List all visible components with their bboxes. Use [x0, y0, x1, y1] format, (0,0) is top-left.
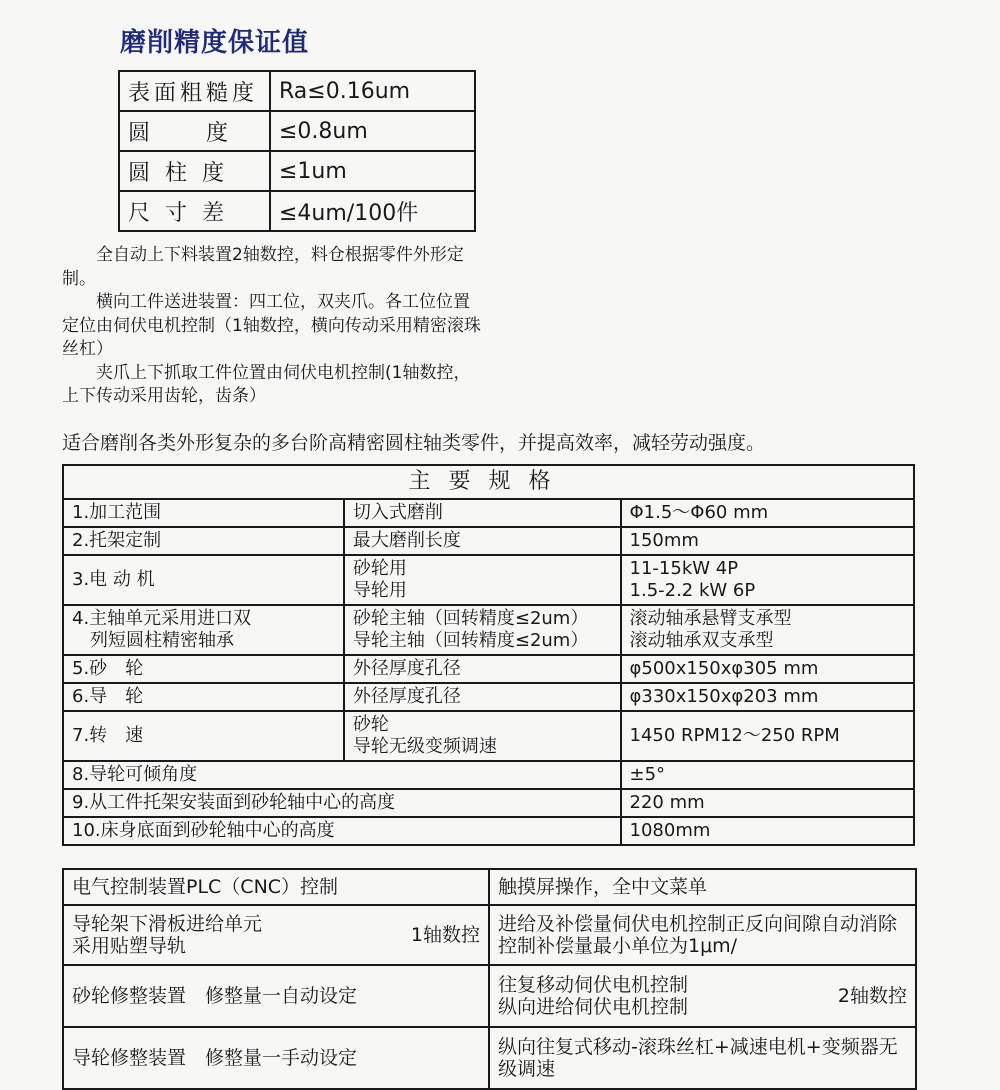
control-right: 触摸屏操作，全中文菜单: [489, 869, 916, 905]
table-row: [63, 683, 914, 711]
precision-value: ≤1um: [270, 151, 475, 191]
control-left-wrap: [72, 913, 480, 957]
control-left: 砂轮修整装置 修整量一自动设定: [63, 965, 489, 1027]
control-axis-tag: 2轴数控: [837, 985, 907, 1007]
paragraph-line: 夹爪上下抓取工件位置由伺伏电机控制(1轴数控，上下传动采用齿轮，齿条）: [62, 362, 471, 406]
spec-param-line: 砂轮用: [352, 558, 407, 579]
spec-value: ±5°: [621, 761, 914, 789]
spec-value: [621, 555, 914, 605]
spec-param: [344, 605, 621, 655]
spec-value-line: 1.5-2.2 kW 6P: [629, 580, 756, 601]
table-row: [63, 605, 914, 655]
spec-param: [344, 711, 621, 761]
table-row: [119, 151, 475, 191]
spec-param: 外径厚度孔径: [344, 655, 621, 683]
spec-item-line: 列短圆柱精密轴承: [72, 630, 234, 651]
spec-table: [62, 464, 915, 846]
spec-title-row: [63, 465, 914, 499]
spec-item: 7.转 速: [63, 711, 344, 761]
control-table: [62, 868, 917, 1090]
table-row: [119, 111, 475, 151]
control-line: 纵向进给伺伏电机控制: [498, 996, 689, 1018]
spec-param: 外径厚度孔径: [344, 683, 621, 711]
precision-table: [118, 70, 476, 232]
table-row: [63, 1027, 916, 1089]
feature-description: [62, 244, 482, 409]
spec-value: φ500x150xφ305 mm: [621, 655, 914, 683]
control-line: 采用贴塑导轨: [72, 935, 187, 957]
spec-param: 最大磨削长度: [344, 527, 621, 555]
table-row: [63, 869, 916, 905]
precision-value: ≤0.8um: [270, 111, 475, 151]
precision-label: 尺 寸 差: [119, 191, 270, 231]
spec-value: 150mm: [621, 527, 914, 555]
spec-param-line: 导轮无级变频调速: [352, 736, 497, 757]
spec-item: 2.托架定制: [63, 527, 344, 555]
spec-value: 1450 RPM12～250 RPM: [621, 711, 914, 761]
spec-param: 切入式磨削: [344, 499, 621, 527]
control-right-text: [498, 974, 688, 1018]
spec-item: 1.加工范围: [63, 499, 344, 527]
spec-item: 9.从工件托架安装面到砂轮轴中心的高度: [63, 789, 621, 817]
table-row: [63, 761, 914, 789]
spec-value: 220 mm: [621, 789, 914, 817]
spec-param-line: 导轮用: [352, 580, 407, 601]
precision-value: ≤4um/100件: [270, 191, 475, 231]
control-left: 导轮修整装置 修整量一手动设定: [63, 1027, 489, 1089]
control-left-text: [72, 913, 262, 957]
table-row: [63, 789, 914, 817]
table-row: [63, 527, 914, 555]
spec-value: 1080mm: [621, 817, 914, 845]
spec-value-line: 滚动轴承双支承型: [629, 630, 774, 651]
spec-param: [344, 555, 621, 605]
table-row: [63, 655, 914, 683]
control-left: 电气控制装置PLC（CNC）控制: [63, 869, 489, 905]
spec-value: φ330x150xφ203 mm: [621, 683, 914, 711]
spec-value: [621, 605, 914, 655]
spec-value-line: 11-15kW 4P: [629, 558, 739, 579]
precision-value: Ra≤0.16um: [270, 71, 475, 111]
spec-item: 8.导轮可倾角度: [63, 761, 621, 789]
control-right: [489, 965, 916, 1027]
spec-param-line: 砂轮: [352, 714, 389, 735]
precision-label: 圆 度: [119, 111, 270, 151]
spec-value-line: 滚动轴承悬臂支承型: [629, 608, 792, 629]
spec-value: Φ1.5～Φ60 mm: [621, 499, 914, 527]
table-row: [119, 71, 475, 111]
spec-title: 主要规格: [63, 465, 914, 499]
table-row: [63, 555, 914, 605]
spec-item: [63, 605, 344, 655]
spec-item-line: 4.主轴单元采用进口双: [72, 608, 252, 629]
paragraph-line: 横向工件送进装置：四工位，双夹爪。各工位位置定位由伺伏电机控制（1轴数控，横向传动采用精密滚珠丝杠）: [62, 292, 481, 359]
paragraph-line: 全自动上下料装置2轴数控，料仓根据零件外形定制。: [62, 245, 464, 289]
control-line: 导轮架下滑板进给单元: [72, 913, 263, 935]
control-left: [63, 905, 489, 965]
control-line: 往复移动伺伏电机控制: [498, 974, 689, 996]
spec-param-line: 导轮主轴（回转精度≤2um）: [352, 630, 589, 651]
spec-item: 3.电 动 机: [63, 555, 344, 605]
control-right: 进给及补偿量伺伏电机控制正反向间隙自动消除控制补偿量最小单位为1μm/: [489, 905, 916, 965]
table-row: [119, 191, 475, 231]
control-right-wrap: [498, 974, 907, 1018]
control-right: 纵向往复式移动-滚珠丝杠+减速电机+变频器无级调速: [489, 1027, 916, 1089]
spec-item: 6.导 轮: [63, 683, 344, 711]
precision-label: 圆 柱 度: [119, 151, 270, 191]
spec-item: 5.砂 轮: [63, 655, 344, 683]
precision-label: 表面粗糙度: [119, 71, 270, 111]
spec-item: 10.床身底面到砂轮轴中心的高度: [63, 817, 621, 845]
intro-text: 适合磨削各类外形复杂的多台阶高精密圆柱轴类零件，并提高效率，减轻劳动强度。: [62, 432, 766, 454]
spec-param-line: 砂轮主轴（回转精度≤2um）: [352, 608, 589, 629]
table-row: [63, 965, 916, 1027]
table-row: [63, 817, 914, 845]
table-row: [63, 905, 916, 965]
table-row: [63, 499, 914, 527]
table-row: [63, 711, 914, 761]
page-title: 磨削精度保证值: [120, 28, 310, 58]
control-axis-tag: 1轴数控: [410, 924, 480, 946]
